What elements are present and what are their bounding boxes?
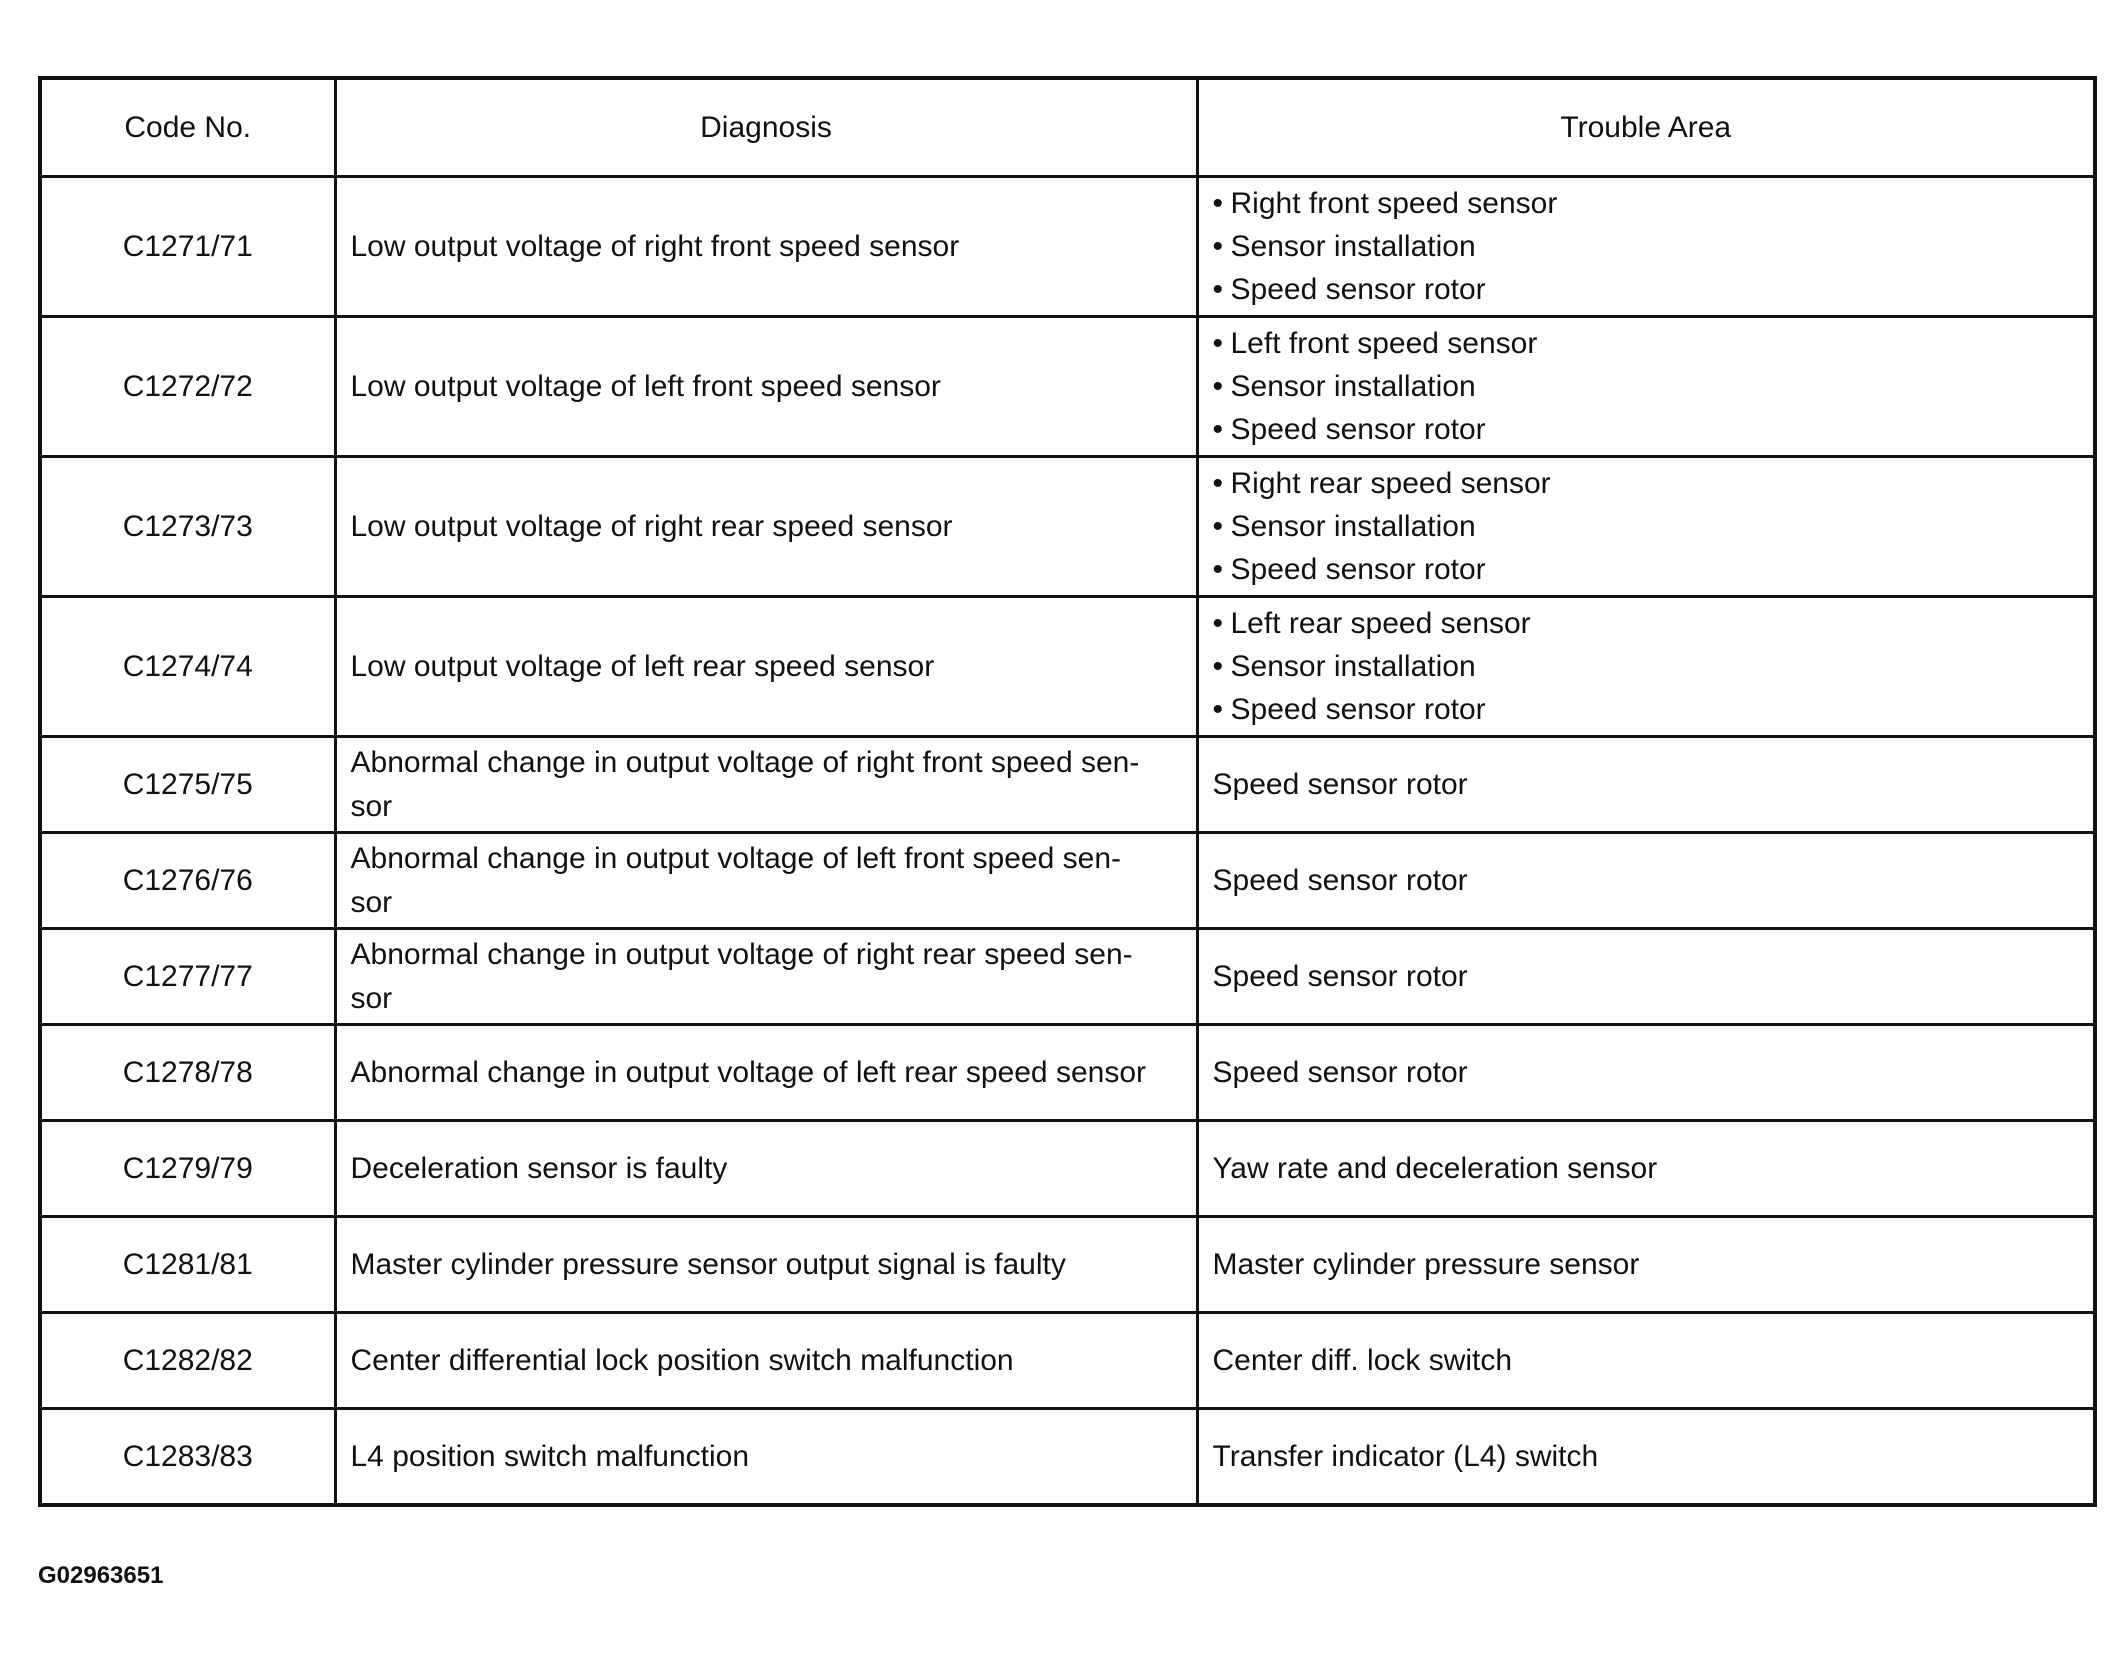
trouble-area-cell — [1197, 177, 2095, 317]
trouble-area-item: • Left rear speed sensor — [1213, 602, 2080, 645]
code-cell: C1272/72 — [40, 317, 335, 457]
trouble-area-cell: Speed sensor rotor — [1197, 833, 2095, 929]
trouble-area-cell — [1197, 597, 2095, 737]
code-cell: C1282/82 — [40, 1313, 335, 1409]
trouble-area-item: • Speed sensor rotor — [1213, 408, 2080, 451]
diagnosis-cell: Deceleration sensor is faulty — [335, 1121, 1197, 1217]
table-row — [40, 457, 2095, 597]
table-row — [40, 177, 2095, 317]
diagnosis-cell: Center differential lock position switch malfunction — [335, 1313, 1197, 1409]
trouble-area-item: • Sensor installation — [1213, 225, 2080, 268]
trouble-area-item: • Sensor installation — [1213, 505, 2080, 548]
code-cell: C1276/76 — [40, 833, 335, 929]
diagnosis-line: sor — [350, 885, 393, 919]
table-row — [40, 737, 2095, 833]
trouble-area-cell: Transfer indicator (L4) switch — [1197, 1409, 2095, 1506]
trouble-area-cell — [1197, 317, 2095, 457]
trouble-area-item: • Speed sensor rotor — [1213, 268, 2080, 311]
diagnosis-line: Abnormal change in output voltage of right front speed sen- — [350, 745, 1140, 779]
diagnosis-cell: Low output voltage of left front speed sensor — [335, 317, 1197, 457]
table-row — [40, 1217, 2095, 1313]
code-column-header: Code No. — [40, 78, 335, 177]
table-row — [40, 317, 2095, 457]
diagnosis-cell: Low output voltage of right rear speed sensor — [335, 457, 1197, 597]
trouble-area-item: • Speed sensor rotor — [1213, 548, 2080, 591]
diagnosis-cell — [335, 737, 1197, 833]
trouble-area-column-header: Trouble Area — [1197, 78, 2095, 177]
diagnosis-cell: Master cylinder pressure sensor output signal is faulty — [335, 1217, 1197, 1313]
diagnostic-code-table — [38, 76, 2097, 1507]
table-row — [40, 833, 2095, 929]
table-row — [40, 597, 2095, 737]
figure-id-label: G02963651 — [38, 1562, 164, 1589]
trouble-area-item: • Speed sensor rotor — [1213, 688, 2080, 731]
code-cell: C1275/75 — [40, 737, 335, 833]
trouble-area-cell: Speed sensor rotor — [1197, 1025, 2095, 1121]
table-row — [40, 1409, 2095, 1506]
code-cell: C1279/79 — [40, 1121, 335, 1217]
code-cell: C1281/81 — [40, 1217, 335, 1313]
trouble-area-item: • Sensor installation — [1213, 365, 2080, 408]
trouble-area-item: • Left front speed sensor — [1213, 322, 2080, 365]
table-header-row — [40, 78, 2095, 177]
trouble-area-list — [1213, 462, 2080, 591]
table-row — [40, 1313, 2095, 1409]
diagnosis-line: sor — [350, 789, 393, 823]
code-cell: C1278/78 — [40, 1025, 335, 1121]
trouble-area-list — [1213, 322, 2080, 451]
table-row — [40, 929, 2095, 1025]
code-cell: C1274/74 — [40, 597, 335, 737]
diagnosis-cell: Low output voltage of left rear speed sensor — [335, 597, 1197, 737]
diagnosis-line: Abnormal change in output voltage of right rear speed sen- — [350, 937, 1133, 971]
table-row — [40, 1025, 2095, 1121]
code-cell: C1273/73 — [40, 457, 335, 597]
table-row — [40, 1121, 2095, 1217]
diagnosis-line: sor — [350, 981, 393, 1015]
trouble-area-item: • Sensor installation — [1213, 645, 2080, 688]
trouble-area-cell — [1197, 457, 2095, 597]
diagnosis-cell: L4 position switch malfunction — [335, 1409, 1197, 1506]
trouble-area-cell: Master cylinder pressure sensor — [1197, 1217, 2095, 1313]
trouble-area-item: • Right front speed sensor — [1213, 182, 2080, 225]
diagnosis-column-header: Diagnosis — [335, 78, 1197, 177]
code-cell: C1283/83 — [40, 1409, 335, 1506]
trouble-area-cell: Speed sensor rotor — [1197, 929, 2095, 1025]
diagnosis-cell — [335, 929, 1197, 1025]
diagnosis-cell: Abnormal change in output voltage of left rear speed sensor — [335, 1025, 1197, 1121]
trouble-area-item: • Right rear speed sensor — [1213, 462, 2080, 505]
trouble-area-cell: Center diff. lock switch — [1197, 1313, 2095, 1409]
trouble-area-cell: Speed sensor rotor — [1197, 737, 2095, 833]
diagnosis-cell — [335, 833, 1197, 929]
trouble-area-list — [1213, 602, 2080, 731]
code-cell: C1277/77 — [40, 929, 335, 1025]
trouble-area-cell: Yaw rate and deceleration sensor — [1197, 1121, 2095, 1217]
diagnosis-line: Abnormal change in output voltage of left front speed sen- — [350, 841, 1121, 875]
trouble-area-list — [1213, 182, 2080, 311]
code-cell: C1271/71 — [40, 177, 335, 317]
diagnosis-cell: Low output voltage of right front speed sensor — [335, 177, 1197, 317]
